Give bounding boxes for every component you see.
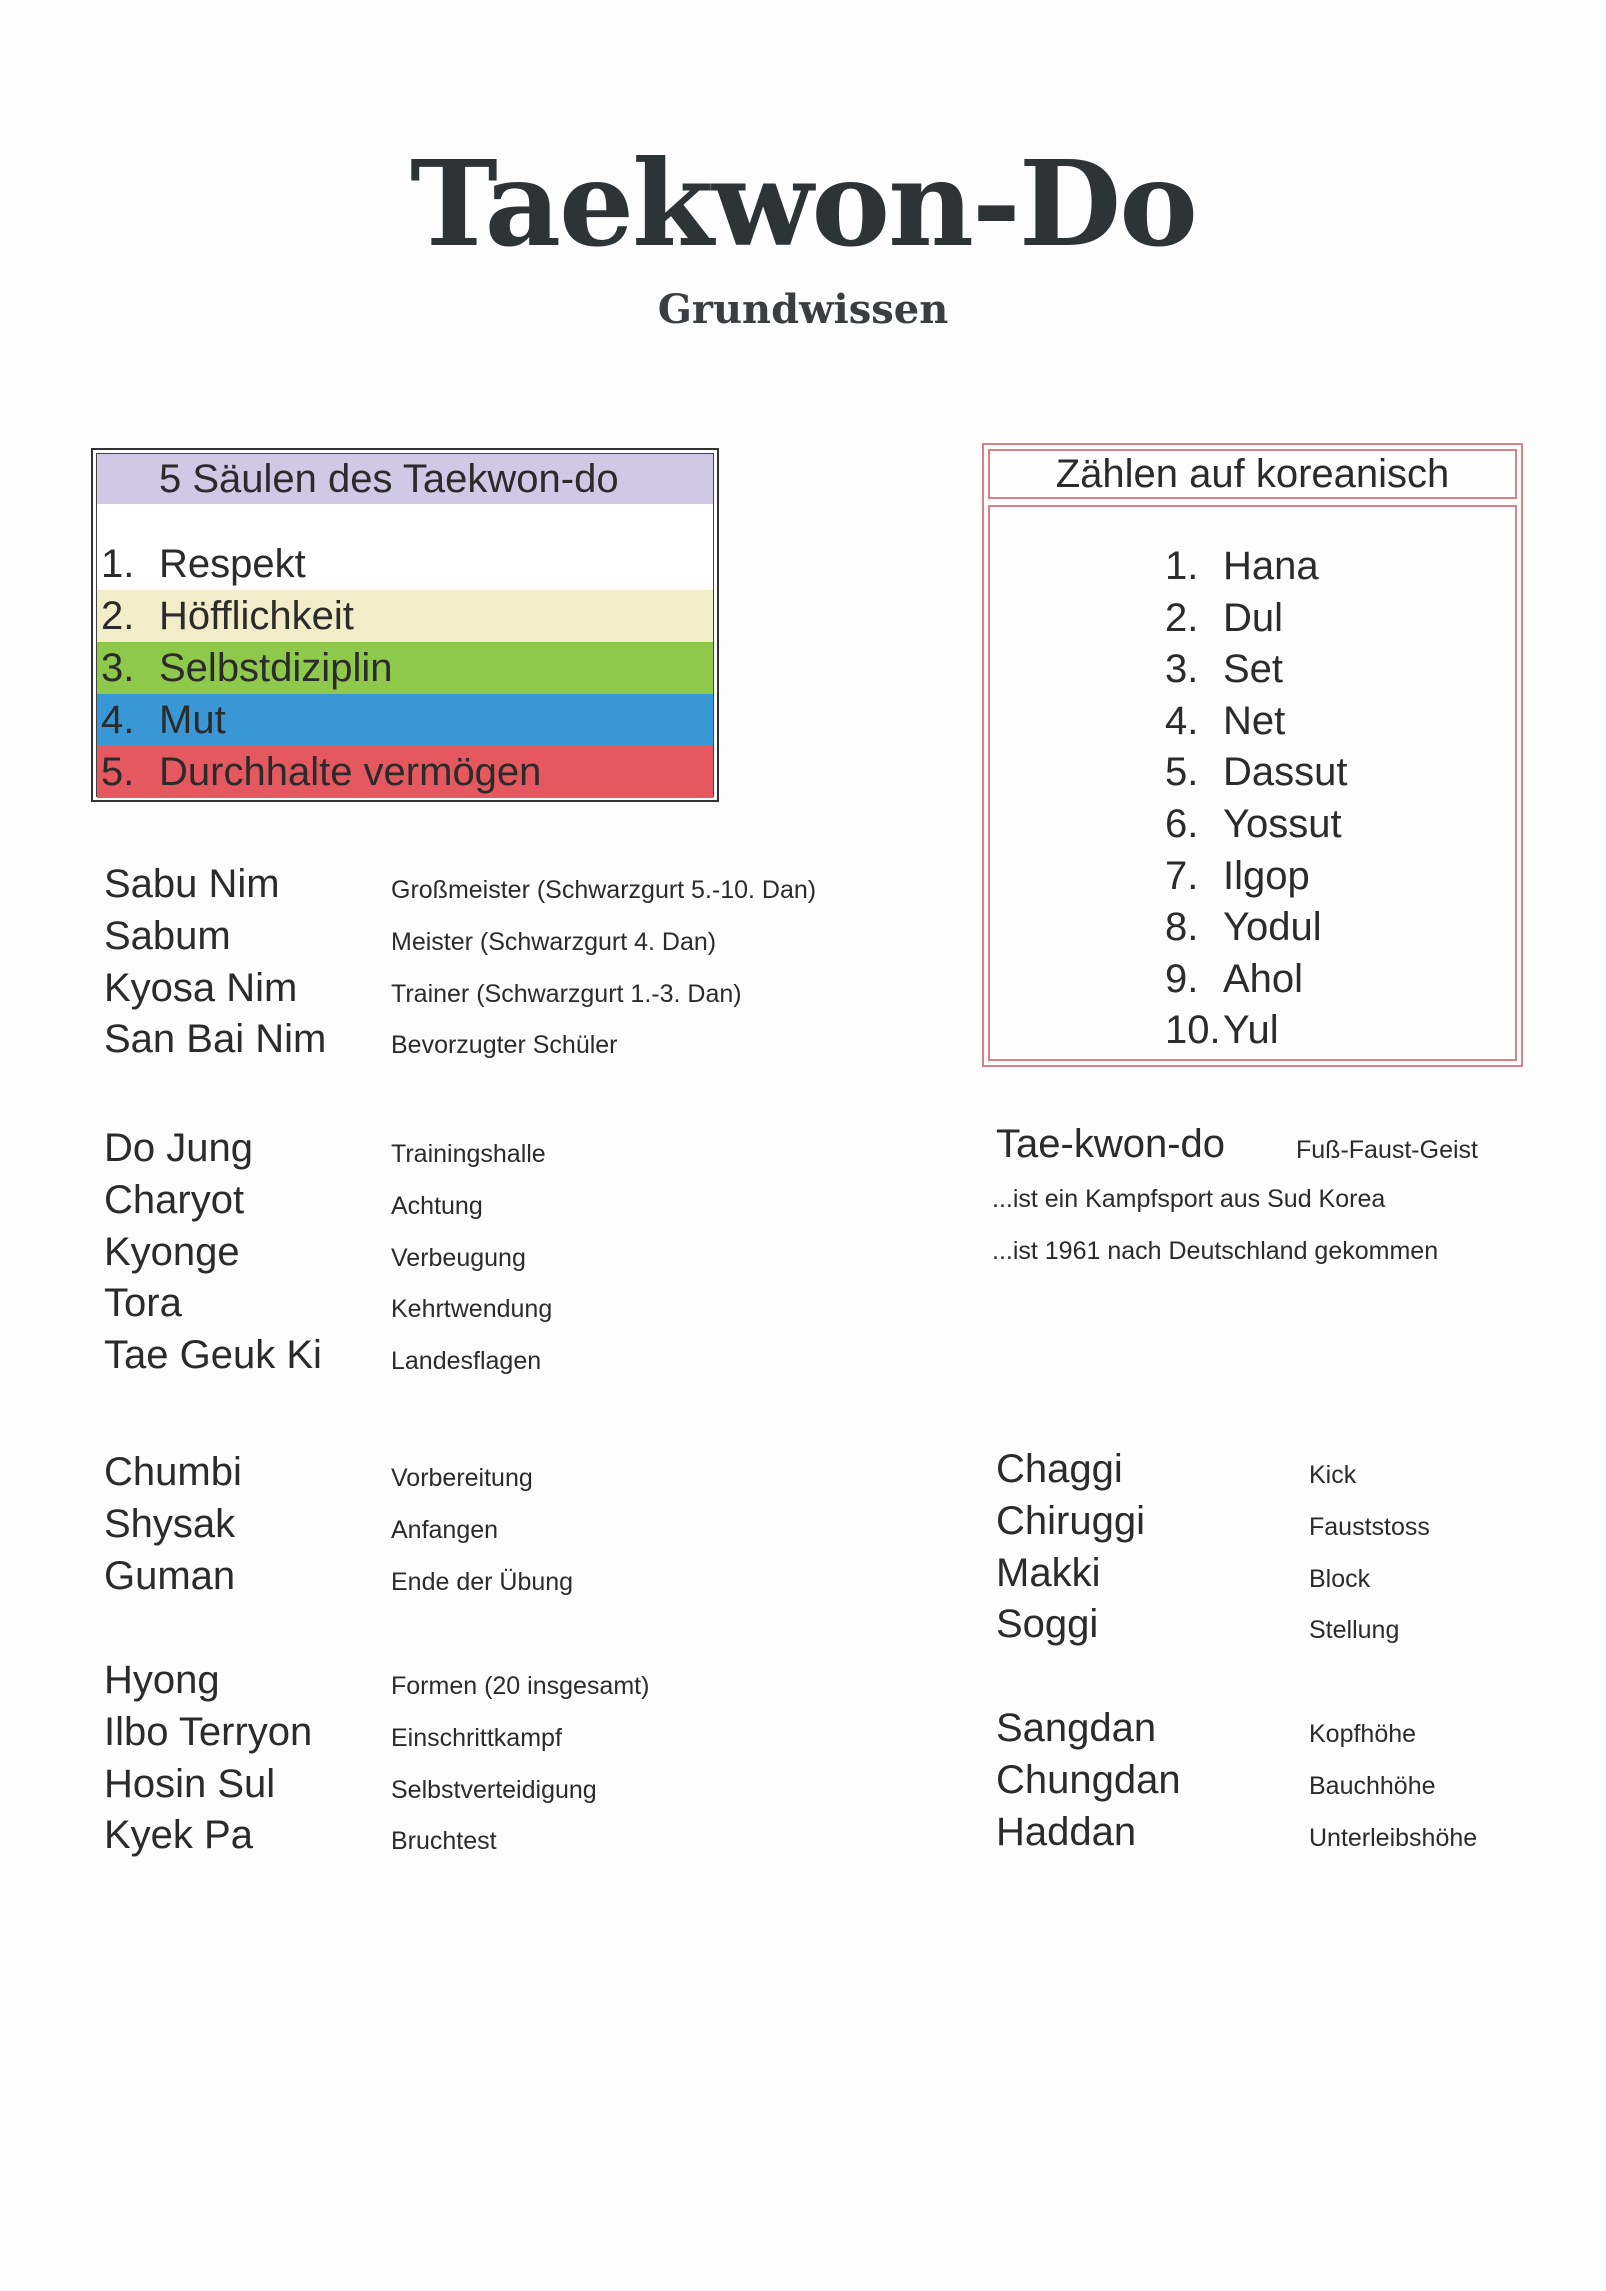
count-word: Yodul	[1223, 905, 1322, 950]
term-meaning: Selbstverteidigung	[391, 1775, 597, 1804]
counting-box	[982, 443, 1523, 1067]
term-meaning: Trainer (Schwarzgurt 1.-3. Dan)	[391, 979, 742, 1008]
term-meaning: Unterleibshöhe	[1309, 1823, 1478, 1852]
taekwondo-note: ...ist 1961 nach Deutschland gekommen	[992, 1237, 1439, 1265]
count-word: Yul	[1223, 1008, 1279, 1053]
term-meaning: Kick	[1309, 1461, 1357, 1489]
pillars-inner	[96, 453, 714, 797]
pillar-number: 4.	[101, 698, 135, 742]
term: Chaggi	[996, 1447, 1123, 1491]
term: San Bai Nim	[104, 1017, 327, 1062]
count-item	[1165, 851, 1515, 903]
pillars-box	[91, 448, 719, 802]
term-meaning: Fauststoss	[1309, 1512, 1430, 1541]
count-number: 3.	[1165, 647, 1199, 692]
pillar-label: Selbstdiziplin	[159, 646, 393, 690]
term: Chungdan	[996, 1757, 1181, 1802]
term-meaning: Kehrtwendung	[391, 1295, 553, 1324]
term: Soggi	[996, 1602, 1099, 1647]
count-item	[1165, 1005, 1515, 1057]
term: Do Jung	[104, 1126, 253, 1170]
page-subtitle: Grundwissen	[657, 286, 949, 333]
term-meaning: Bevorzugter Schüler	[391, 1031, 618, 1060]
term: Shysak	[104, 1501, 236, 1546]
term: Guman	[104, 1553, 236, 1598]
term-meaning: Verbeugung	[391, 1243, 526, 1272]
term-meaning: Bauchhöhe	[1309, 1771, 1436, 1800]
count-word: Dassut	[1223, 750, 1348, 795]
pillar-number: 5.	[101, 750, 135, 794]
count-number: 10.	[1165, 1008, 1221, 1053]
count-number: 7.	[1165, 853, 1199, 898]
term: Charyot	[104, 1177, 245, 1222]
term: Tora	[104, 1281, 182, 1326]
term-meaning: Bruchtest	[391, 1827, 497, 1856]
count-word: Ilgop	[1223, 853, 1310, 898]
term: Kyonge	[104, 1229, 240, 1274]
term: Haddan	[996, 1809, 1137, 1854]
term-meaning: Achtung	[391, 1191, 483, 1220]
term: Hosin Sul	[104, 1761, 276, 1806]
term: Kyosa Nim	[104, 965, 298, 1010]
count-number: 2.	[1165, 595, 1199, 640]
taekwondo-note: ...ist ein Kampfsport aus Sud Korea	[992, 1185, 1386, 1213]
term: Sabu Nim	[104, 862, 280, 906]
count-item	[1165, 799, 1515, 851]
count-word: Dul	[1223, 595, 1284, 640]
pillar-item	[97, 538, 713, 590]
count-item	[1165, 593, 1515, 645]
count-word: Hana	[1223, 544, 1319, 588]
term-meaning: Einschrittkampf	[391, 1723, 562, 1752]
count-number: 4.	[1165, 698, 1199, 743]
count-item	[1165, 644, 1515, 696]
term-meaning: Meister (Schwarzgurt 4. Dan)	[391, 927, 717, 956]
count-item	[1165, 954, 1515, 1006]
pillar-item	[97, 746, 713, 798]
term-meaning: Landesflagen	[391, 1347, 542, 1376]
term-meaning: Ende der Übung	[391, 1567, 574, 1596]
count-word: Net	[1223, 698, 1286, 743]
count-number: 9.	[1165, 956, 1199, 1001]
term: Chiruggi	[996, 1498, 1145, 1543]
term-meaning: Block	[1309, 1564, 1371, 1593]
term: Sangdan	[996, 1706, 1157, 1750]
term-meaning: Formen (20 insgesamt)	[391, 1672, 650, 1700]
term-meaning: Stellung	[1309, 1616, 1400, 1645]
pillar-item	[97, 642, 713, 694]
count-item	[1165, 747, 1515, 799]
count-item	[1165, 696, 1515, 748]
pillar-number: 3.	[101, 646, 135, 690]
pillar-number: 1.	[101, 542, 135, 586]
term-meaning: Fuß-Faust-Geist	[1296, 1136, 1478, 1164]
pillar-label: Höfflichkeit	[159, 594, 354, 638]
count-word: Ahol	[1223, 956, 1304, 1001]
pillar-item	[97, 694, 713, 746]
count-item	[1165, 902, 1515, 954]
term: Tae-kwon-do	[996, 1122, 1226, 1166]
term: Sabum	[104, 913, 231, 958]
pillar-label: Respekt	[159, 542, 306, 586]
term-meaning: Kopfhöhe	[1309, 1720, 1417, 1748]
count-number: 5.	[1165, 750, 1199, 795]
pillar-number: 2.	[101, 594, 135, 638]
term: Chumbi	[104, 1450, 242, 1494]
count-number: 1.	[1165, 544, 1199, 588]
term: Tae Geuk Ki	[104, 1333, 322, 1378]
term: Kyek Pa	[104, 1813, 253, 1858]
term: Makki	[996, 1550, 1101, 1595]
page-title: Taekwon-Do	[410, 134, 1196, 273]
term: Hyong	[104, 1658, 220, 1702]
count-word: Yossut	[1223, 801, 1342, 846]
count-item	[1165, 541, 1515, 593]
count-number: 6.	[1165, 801, 1199, 846]
term-meaning: Trainingshalle	[391, 1140, 546, 1168]
pillar-item	[97, 590, 713, 642]
count-number: 8.	[1165, 905, 1199, 950]
pillars-spacer	[97, 504, 713, 538]
term-meaning: Großmeister (Schwarzgurt 5.-10. Dan)	[391, 876, 817, 904]
term: Ilbo Terryon	[104, 1709, 313, 1754]
counting-heading: Zählen auf koreanisch	[988, 449, 1517, 499]
count-word: Set	[1223, 647, 1284, 692]
term-meaning: Vorbereitung	[391, 1464, 533, 1492]
counting-list	[988, 505, 1517, 1061]
term-meaning: Anfangen	[391, 1515, 499, 1544]
pillar-label: Durchhalte vermögen	[159, 750, 542, 794]
pillar-label: Mut	[159, 698, 226, 742]
pillars-heading: 5 Säulen des Taekwon-do	[97, 454, 713, 504]
